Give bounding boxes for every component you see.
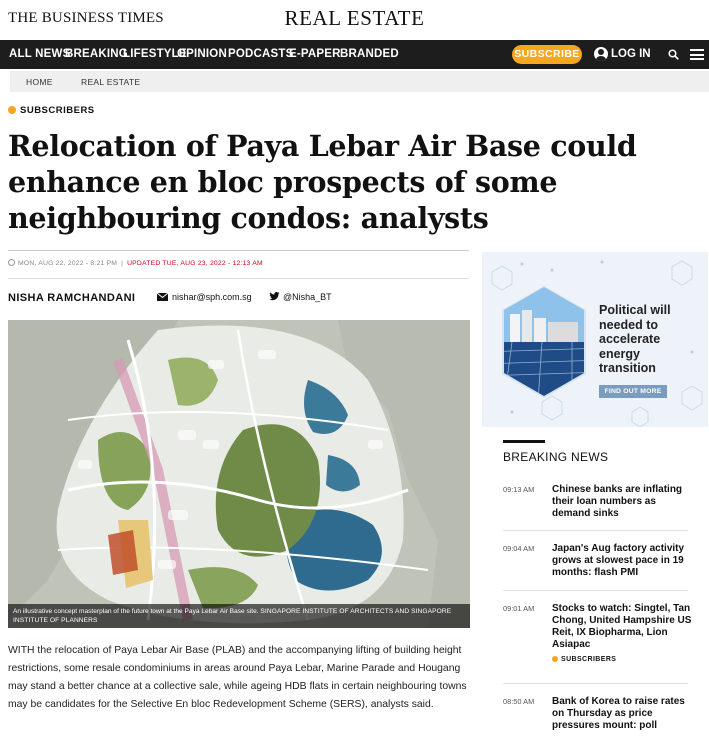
news-line: Japan's Aug factory activity	[552, 543, 685, 554]
nav-podcasts[interactable]: PODCASTS	[228, 48, 294, 60]
caption-credit: SINGAPORE INSTITUTE OF ARCHITECTS AND SINGAPORE INSTITUTE OF PLANNERS	[13, 608, 452, 624]
site-logo[interactable]: THE BUSINESS TIMES	[8, 10, 164, 26]
user-icon	[594, 47, 608, 61]
login-label: LOG IN	[611, 48, 651, 60]
breadcrumb-real-estate[interactable]: REAL ESTATE	[81, 77, 141, 87]
article-body: WITH the relocation of Paya Lebar Air Base (PLAB) and the accompanying lifting of building height restrictions, some resale condominiums in areas around Paya Lebar, Marine Parade and Hougang may stand a better chance at a collective sale, while ageing HDB flats in certain neighbouring towns may be candidates for the Selective En bloc Redevelopment Scheme (SERS), analysts said.	[8, 645, 467, 710]
news-line: Chinese banks are inflating	[552, 484, 683, 495]
news-headline[interactable]	[552, 484, 692, 520]
published-date: MON, AUG 22, 2022 - 8:21 PM	[18, 260, 118, 267]
news-line: demand sinks	[552, 508, 619, 519]
news-line: pressures mount: poll	[552, 720, 658, 731]
news-line: Bank of Korea to raise rates	[552, 696, 685, 707]
ad-line: energy	[599, 346, 640, 361]
ad-line: needed to	[599, 317, 659, 332]
divider	[8, 278, 469, 279]
news-time: 08:50 AM	[503, 697, 535, 706]
author-twitter[interactable]	[269, 292, 332, 302]
email-text: nishar@sph.com.sg	[172, 292, 252, 302]
breaking-news-title: BREAKING NEWS	[503, 450, 609, 464]
twitter-handle: @Nisha_BT	[283, 292, 332, 302]
nav-e-paper[interactable]: E-PAPER	[289, 48, 341, 60]
news-line: months: flash PMI	[552, 567, 639, 578]
author-name[interactable]: NISHA RAMCHANDANI	[8, 292, 136, 304]
hero-masterplan-image[interactable]	[8, 320, 470, 628]
news-subscribers-label: SUBSCRIBERS	[561, 656, 617, 663]
subscribe-button[interactable]: SUBSCRIBE	[512, 45, 582, 64]
news-line: their loan numbers as	[552, 496, 656, 507]
subscriber-dot-icon	[8, 106, 16, 114]
divider	[503, 590, 688, 591]
nav-all-news[interactable]: ALL NEWS	[9, 48, 71, 60]
news-line: Asiapac	[552, 639, 591, 650]
news-line: on Thursday as price	[552, 708, 653, 719]
author-email[interactable]	[157, 292, 252, 302]
subscribers-tag	[8, 105, 95, 116]
divider	[8, 250, 469, 251]
article-headline: Relocation of Paya Lebar Air Base could enhance en bloc prospects of some neighbouring condos: analysts	[8, 129, 637, 235]
masthead	[0, 0, 709, 40]
news-time: 09:01 AM	[503, 604, 535, 613]
caption-text: An illustrative concept masterplan of the future town at the Paya Lebar Air Base site.	[13, 608, 259, 615]
date-separator: |	[121, 260, 124, 267]
section-title[interactable]: REAL ESTATE	[284, 6, 425, 30]
twitter-icon	[269, 292, 280, 301]
news-subscribers-tag	[552, 656, 616, 663]
news-line: grows at slowest pace in 19	[552, 555, 684, 566]
breadcrumb	[10, 71, 709, 92]
search-icon[interactable]	[668, 49, 679, 60]
news-line: Stocks to watch: Singtel, Tan	[552, 603, 691, 614]
nav-branded[interactable]: BRANDED	[340, 48, 399, 60]
main-nav	[0, 40, 709, 69]
ad-headline	[599, 303, 671, 376]
menu-icon[interactable]	[690, 49, 704, 60]
news-headline[interactable]	[552, 696, 692, 732]
news-headline[interactable]	[552, 603, 692, 651]
news-line: Chong, United Hampshire US	[552, 615, 692, 626]
ad-find-out-more-button[interactable]: FIND OUT MORE	[599, 385, 667, 398]
breaking-news-accent-bar	[503, 440, 545, 443]
nav-opinion[interactable]: OPINION	[177, 48, 227, 60]
divider	[503, 530, 688, 531]
image-caption	[8, 604, 470, 628]
ad-line: transition	[599, 361, 656, 375]
news-time: 09:04 AM	[503, 544, 535, 553]
mail-icon	[157, 293, 168, 301]
divider	[503, 683, 688, 684]
article-dates	[8, 259, 263, 267]
news-headline[interactable]	[552, 543, 692, 579]
nav-breaking[interactable]: BREAKING	[65, 48, 128, 60]
news-time: 09:13 AM	[503, 485, 535, 494]
news-line: Reit, IX Biopharma, Lion	[552, 627, 668, 638]
breadcrumb-home[interactable]: HOME	[26, 77, 53, 87]
subscriber-dot-icon	[552, 656, 558, 662]
ad-line: Political will	[599, 303, 671, 317]
ad-line: accelerate	[599, 332, 661, 346]
nav-lifestyle[interactable]: LIFESTYLE	[123, 48, 187, 60]
subscribers-label: SUBSCRIBERS	[20, 105, 95, 116]
advertisement[interactable]	[482, 252, 708, 427]
clock-icon	[8, 259, 15, 266]
updated-date: UPDATED TUE, AUG 23, 2022 - 12:13 AM	[127, 260, 263, 267]
